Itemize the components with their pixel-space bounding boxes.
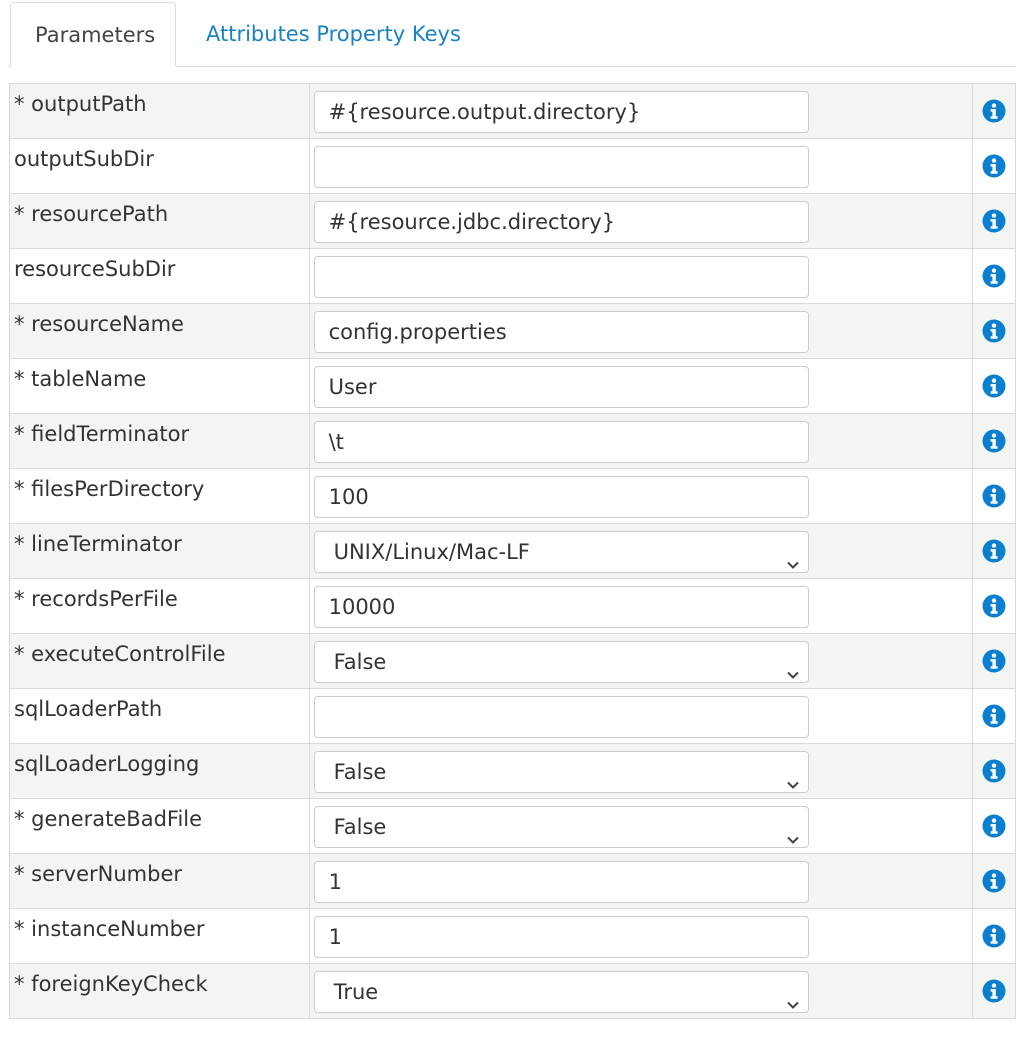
chevron-down-icon [786, 985, 800, 999]
param-value-cell [309, 139, 972, 194]
param-row-files-per-directory [10, 469, 1016, 524]
param-value-cell [309, 689, 972, 744]
param-row-resource-name [10, 304, 1016, 359]
param-value-cell [309, 84, 972, 139]
sql-loader-path-input[interactable] [314, 696, 809, 738]
param-row-resource-sub-dir [10, 249, 1016, 304]
param-value-cell [309, 414, 972, 469]
info-icon[interactable] [982, 869, 1006, 893]
sql-loader-logging-select[interactable] [314, 751, 809, 793]
param-row-generate-bad-file [10, 799, 1016, 854]
resource-sub-dir-input[interactable] [314, 256, 809, 298]
info-icon[interactable] [982, 429, 1006, 453]
output-path-input[interactable] [314, 91, 809, 133]
line-terminator-value: UNIX/Linux/Mac-LF [333, 540, 530, 564]
info-icon[interactable] [982, 704, 1006, 728]
param-info-cell [972, 579, 1015, 634]
resource-path-input[interactable] [314, 201, 809, 243]
param-label-cell [10, 249, 310, 304]
param-label-records-per-file: * recordsPerFile [14, 587, 178, 611]
param-label-cell [10, 964, 310, 1019]
param-row-line-terminator [10, 524, 1016, 579]
param-row-records-per-file [10, 579, 1016, 634]
param-label-files-per-directory: * filesPerDirectory [14, 477, 205, 501]
param-label-resource-sub-dir: resourceSubDir [14, 257, 176, 281]
param-label-resource-path: * resourcePath [14, 202, 169, 226]
resource-name-input[interactable] [314, 311, 809, 353]
info-icon[interactable] [982, 209, 1006, 233]
param-row-table-name [10, 359, 1016, 414]
generate-bad-file-select[interactable] [314, 806, 809, 848]
param-label-cell [10, 689, 310, 744]
foreign-key-check-value: True [333, 980, 379, 1004]
table-name-input[interactable] [314, 366, 809, 408]
param-label-instance-number: * instanceNumber [14, 917, 205, 941]
param-label-cell [10, 634, 310, 689]
param-value-cell [309, 524, 972, 579]
param-value-cell [309, 469, 972, 524]
param-label-cell [10, 579, 310, 634]
param-label-execute-control-file: * executeControlFile [14, 642, 226, 666]
instance-number-input[interactable] [314, 916, 809, 958]
info-icon[interactable] [982, 319, 1006, 343]
tab-parameters[interactable]: Parameters [10, 2, 176, 67]
param-label-server-number: * serverNumber [14, 862, 183, 886]
param-row-resource-path [10, 194, 1016, 249]
param-label-cell [10, 799, 310, 854]
tab-bar [8, 0, 1016, 67]
param-label-field-terminator: * fieldTerminator [14, 422, 190, 446]
param-label-output-sub-dir: outputSubDir [14, 147, 154, 171]
info-icon[interactable] [982, 979, 1006, 1003]
param-value-cell [309, 799, 972, 854]
param-label-cell [10, 469, 310, 524]
param-label-sql-loader-logging: sqlLoaderLogging [14, 752, 200, 776]
generate-bad-file-value: False [333, 815, 387, 839]
param-label-table-name: * tableName [14, 367, 147, 391]
info-icon[interactable] [982, 594, 1006, 618]
param-info-cell [972, 139, 1015, 194]
param-info-cell [972, 194, 1015, 249]
param-info-cell [972, 249, 1015, 304]
param-info-cell [972, 304, 1015, 359]
execute-control-file-value: False [333, 650, 387, 674]
param-row-sql-loader-logging [10, 744, 1016, 799]
sql-loader-logging-value: False [333, 760, 387, 784]
param-value-cell [309, 854, 972, 909]
param-label-line-terminator: * lineTerminator [14, 532, 182, 556]
info-icon[interactable] [982, 99, 1006, 123]
param-label-cell [10, 84, 310, 139]
info-icon[interactable] [982, 924, 1006, 948]
param-label-cell [10, 359, 310, 414]
field-terminator-value: \t [328, 430, 344, 454]
output-path-value: #{resource.output.directory} [328, 100, 641, 124]
param-value-cell [309, 249, 972, 304]
param-info-cell [972, 909, 1015, 964]
param-label-output-path: * outputPath [14, 92, 147, 116]
param-row-instance-number [10, 909, 1016, 964]
param-row-field-terminator [10, 414, 1016, 469]
param-row-execute-control-file [10, 634, 1016, 689]
param-label-cell [10, 909, 310, 964]
param-info-cell [972, 359, 1015, 414]
info-icon[interactable] [982, 484, 1006, 508]
param-value-cell [309, 579, 972, 634]
param-info-cell [972, 414, 1015, 469]
param-label-cell [10, 744, 310, 799]
param-value-cell [309, 194, 972, 249]
param-info-cell [972, 799, 1015, 854]
param-value-cell [309, 359, 972, 414]
param-label-cell [10, 194, 310, 249]
chevron-down-icon [786, 820, 800, 834]
param-label-cell [10, 854, 310, 909]
param-label-foreign-key-check: * foreignKeyCheck [14, 972, 208, 996]
chevron-down-icon [786, 655, 800, 669]
info-icon[interactable] [982, 154, 1006, 178]
info-icon[interactable] [982, 374, 1006, 398]
records-per-file-value: 10000 [328, 595, 396, 619]
parameters-table [9, 83, 1016, 1019]
param-info-cell [972, 854, 1015, 909]
param-info-cell [972, 84, 1015, 139]
param-row-server-number [10, 854, 1016, 909]
param-info-cell [972, 469, 1015, 524]
line-terminator-select[interactable] [314, 531, 809, 573]
param-value-cell [309, 634, 972, 689]
param-value-cell [309, 909, 972, 964]
param-row-output-path [10, 84, 1016, 139]
server-number-input[interactable] [314, 861, 809, 903]
param-label-cell [10, 524, 310, 579]
chevron-down-icon [786, 765, 800, 779]
info-icon[interactable] [982, 264, 1006, 288]
param-label-cell [10, 414, 310, 469]
chevron-down-icon [786, 545, 800, 559]
server-number-value: 1 [328, 870, 342, 894]
param-value-cell [309, 744, 972, 799]
files-per-directory-value: 100 [328, 485, 369, 509]
output-sub-dir-input[interactable] [314, 146, 809, 188]
tab-attributes-property-keys[interactable]: Attributes Property Keys [206, 22, 461, 46]
param-info-cell [972, 634, 1015, 689]
param-label-resource-name: * resourceName [14, 312, 184, 336]
param-label-cell [10, 139, 310, 194]
info-icon[interactable] [982, 539, 1006, 563]
execute-control-file-select[interactable] [314, 641, 809, 683]
param-row-sql-loader-path [10, 689, 1016, 744]
param-value-cell [309, 304, 972, 359]
param-label-generate-bad-file: * generateBadFile [14, 807, 203, 831]
resource-path-value: #{resource.jdbc.directory} [328, 210, 616, 234]
field-terminator-input[interactable] [314, 421, 809, 463]
param-info-cell [972, 524, 1015, 579]
param-label-sql-loader-path: sqlLoaderPath [14, 697, 163, 721]
resource-name-value: config.properties [328, 320, 507, 344]
info-icon[interactable] [982, 649, 1006, 673]
records-per-file-input[interactable] [314, 586, 809, 628]
param-label-cell [10, 304, 310, 359]
instance-number-value: 1 [328, 925, 342, 949]
files-per-directory-input[interactable] [314, 476, 809, 518]
param-info-cell [972, 744, 1015, 799]
param-row-foreign-key-check [10, 964, 1016, 1019]
param-info-cell [972, 689, 1015, 744]
table-name-value: User [328, 375, 377, 399]
param-value-cell [309, 964, 972, 1019]
param-row-output-sub-dir [10, 139, 1016, 194]
info-icon[interactable] [982, 814, 1006, 838]
param-info-cell [972, 964, 1015, 1019]
info-icon[interactable] [982, 759, 1006, 783]
foreign-key-check-select[interactable] [314, 971, 809, 1013]
